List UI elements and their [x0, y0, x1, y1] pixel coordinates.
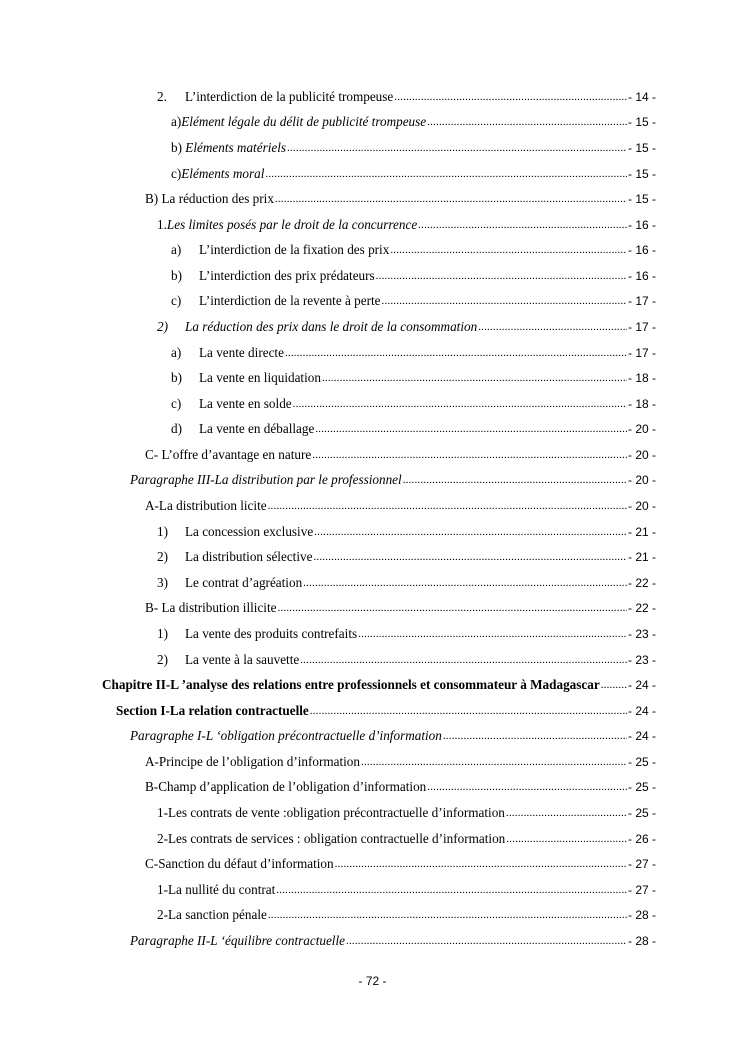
- toc-entry-title: [157, 319, 477, 335]
- dot-leader: [303, 577, 627, 589]
- toc-entry-title: [157, 89, 393, 105]
- toc-entry-page: - 18 -: [627, 396, 656, 411]
- toc-entry-title: [157, 882, 275, 898]
- toc-entry-text: B) La réduction des prix: [145, 191, 274, 207]
- toc-entry-page: - 27 -: [627, 882, 656, 897]
- toc-entry-title: [130, 472, 402, 488]
- toc-entry-title: [171, 242, 389, 258]
- toc-entry[interactable]: [0, 391, 745, 417]
- toc-entry-title: [145, 754, 360, 770]
- toc-entry[interactable]: [0, 775, 745, 801]
- toc-entry-text: La vente en déballage: [199, 421, 315, 437]
- toc-entry[interactable]: [0, 519, 745, 545]
- toc-entry[interactable]: [0, 647, 745, 673]
- toc-entry-text: Eléments matériels: [185, 139, 287, 155]
- toc-entry-page: - 23 -: [627, 626, 656, 641]
- toc-entry-page: - 14 -: [627, 89, 656, 104]
- dot-leader: [315, 423, 627, 435]
- toc-entry-number: 1): [157, 523, 168, 539]
- toc-entry-title: [171, 268, 375, 284]
- toc-entry-text: Section I-La relation contractuelle: [116, 702, 309, 718]
- toc-entry-title: [145, 191, 274, 207]
- toc-entry-page: - 20 -: [627, 447, 656, 462]
- toc-entry[interactable]: [0, 161, 745, 187]
- toc-entry-title: [157, 626, 357, 642]
- toc-entry-page: - 24 -: [627, 729, 656, 744]
- toc-entry-text: Paragraphe I-L ‘obligation précontractuelle d’information: [130, 728, 442, 744]
- dot-leader: [506, 807, 627, 819]
- toc-entry-page: - 21 -: [627, 524, 656, 539]
- toc-entry-text: B-Champ d’application de l’obligation d’information: [145, 779, 427, 795]
- toc-entry-prefix: b): [171, 139, 186, 155]
- dot-leader: [265, 168, 627, 180]
- dot-leader: [427, 781, 627, 793]
- toc-entry-number: 3): [157, 574, 168, 590]
- toc-entry-text: La vente en liquidation: [199, 370, 321, 386]
- toc-entry-title: [157, 907, 267, 923]
- dot-leader: [275, 193, 627, 205]
- toc-entry-title: [171, 166, 264, 182]
- toc-entry-prefix: c): [171, 165, 182, 181]
- toc-entry[interactable]: [0, 186, 745, 212]
- toc-entry[interactable]: [0, 135, 745, 161]
- dot-leader: [601, 679, 627, 691]
- toc-entry[interactable]: [0, 84, 745, 110]
- toc-entry[interactable]: [0, 903, 745, 929]
- dot-leader: [403, 474, 627, 486]
- toc-entry[interactable]: [0, 340, 745, 366]
- toc-entry-number: a): [171, 344, 182, 360]
- toc-entry[interactable]: [0, 800, 745, 826]
- toc-entry[interactable]: [0, 365, 745, 391]
- toc-entry-number: 2.: [157, 88, 167, 104]
- dot-leader: [268, 500, 627, 512]
- toc-entry[interactable]: [0, 544, 745, 570]
- toc-entry-title: [145, 856, 334, 872]
- dot-leader: [310, 705, 627, 717]
- dot-leader: [506, 833, 627, 845]
- dot-leader: [376, 270, 627, 282]
- dot-leader: [443, 730, 627, 742]
- toc-entry-page: - 25 -: [627, 780, 656, 795]
- toc-entry[interactable]: [0, 698, 745, 724]
- toc-entry-title: [171, 140, 286, 156]
- toc-entry-title: [157, 805, 505, 821]
- toc-entry-text: A-Principe de l’obligation d’information: [145, 753, 360, 769]
- toc-entry-page: - 26 -: [627, 831, 656, 846]
- toc-entry-text: Les limites posés par le droit de la concurrence: [166, 216, 418, 232]
- dot-leader: [382, 295, 627, 307]
- toc-entry-text: 1-Les contrats de vente :obligation précontractuelle d’information: [157, 804, 505, 820]
- toc-entry-page: - 27 -: [627, 857, 656, 872]
- toc-entry-page: - 15 -: [627, 115, 656, 130]
- toc-entry-text: L’interdiction de la fixation des prix: [199, 242, 390, 258]
- toc-entry-page: - 23 -: [627, 652, 656, 667]
- toc-entry-page: - 28 -: [627, 908, 656, 923]
- table-of-contents: [0, 84, 745, 954]
- toc-entry-title: [145, 447, 311, 463]
- toc-entry-page: - 24 -: [627, 678, 656, 693]
- toc-entry-page: - 22 -: [627, 601, 656, 616]
- toc-entry-text: L’interdiction de la publicité trompeuse: [185, 88, 394, 104]
- toc-entry-title: [130, 728, 442, 744]
- toc-entry-number: c): [171, 293, 182, 309]
- toc-entry-text: Le contrat d’agréation: [185, 574, 303, 590]
- toc-entry-page: - 15 -: [627, 166, 656, 181]
- toc-entry[interactable]: [0, 749, 745, 775]
- toc-entry-page: - 25 -: [627, 754, 656, 769]
- toc-entry-number: 1): [157, 625, 168, 641]
- toc-entry[interactable]: [0, 314, 745, 340]
- toc-entry-title: [157, 524, 313, 540]
- toc-entry-text: La concession exclusive: [185, 523, 314, 539]
- toc-entry-number: b): [171, 370, 182, 386]
- dot-leader: [312, 449, 627, 461]
- dot-leader: [293, 398, 627, 410]
- toc-entry-title: [157, 831, 505, 847]
- toc-entry-number: 2): [157, 549, 168, 565]
- toc-entry-page: - 20 -: [627, 499, 656, 514]
- toc-entry[interactable]: [0, 621, 745, 647]
- toc-entry-text: La distribution sélective: [185, 549, 313, 565]
- toc-entry[interactable]: [0, 672, 745, 698]
- toc-entry-number: 2): [157, 318, 168, 334]
- dot-leader: [300, 654, 627, 666]
- toc-entry-page: - 15 -: [627, 140, 656, 155]
- toc-entry-page: - 20 -: [627, 422, 656, 437]
- dot-leader: [427, 116, 627, 128]
- toc-entry[interactable]: [0, 851, 745, 877]
- dot-leader: [276, 884, 627, 896]
- toc-entry-text: Paragraphe III-La distribution par le professionnel: [130, 472, 402, 488]
- toc-entry-title: [145, 779, 426, 795]
- toc-entry-text: A-La distribution licite: [145, 498, 267, 514]
- toc-entry-text: Elément légale du délit de publicité trompeuse: [181, 114, 427, 130]
- toc-entry[interactable]: [0, 110, 745, 136]
- toc-entry-title: [171, 345, 284, 361]
- toc-entry-page: - 18 -: [627, 371, 656, 386]
- toc-entry-text: La vente des produits contrefaits: [185, 625, 358, 641]
- dot-leader: [478, 321, 627, 333]
- toc-entry[interactable]: [0, 493, 745, 519]
- toc-entry-title: [157, 217, 417, 233]
- dot-leader: [322, 372, 627, 384]
- toc-entry-title: [145, 498, 267, 514]
- toc-entry[interactable]: [0, 877, 745, 903]
- toc-entry[interactable]: [0, 723, 745, 749]
- toc-entry-number: b): [171, 267, 182, 283]
- toc-entry[interactable]: [0, 289, 745, 315]
- toc-entry-prefix: a): [171, 114, 182, 130]
- dot-leader: [285, 347, 627, 359]
- dot-leader: [346, 935, 627, 947]
- toc-entry-text: L’interdiction de la revente à perte: [199, 293, 381, 309]
- toc-entry-page: - 24 -: [627, 703, 656, 718]
- toc-entry[interactable]: [0, 826, 745, 852]
- dot-leader: [313, 551, 627, 563]
- toc-entry[interactable]: [0, 263, 745, 289]
- toc-entry-title: [157, 575, 302, 591]
- toc-entry-title: [145, 600, 277, 616]
- toc-entry[interactable]: [0, 570, 745, 596]
- toc-entry-text: Chapitre II-L ’analyse des relations entre professionnels et consommateur à Madagascar: [102, 677, 600, 693]
- toc-entry-number: d): [171, 421, 182, 437]
- toc-entry-number: 2): [157, 651, 168, 667]
- toc-entry-page: - 17 -: [627, 319, 656, 334]
- dot-leader: [390, 244, 627, 256]
- toc-entry-title: [171, 370, 321, 386]
- toc-entry-title: [116, 703, 309, 719]
- toc-entry-text: 2-La sanction pénale: [157, 907, 267, 923]
- toc-entry-text: L’interdiction des prix prédateurs: [199, 267, 375, 283]
- toc-entry-page: - 17 -: [627, 345, 656, 360]
- toc-entry-number: a): [171, 242, 182, 258]
- toc-entry-title: [102, 677, 600, 693]
- toc-entry-text: Eléments moral: [181, 165, 265, 181]
- dot-leader: [418, 219, 627, 231]
- toc-entry-title: [130, 933, 345, 949]
- toc-entry-page: - 25 -: [627, 805, 656, 820]
- toc-entry-page: - 16 -: [627, 243, 656, 258]
- page-number: - 72 -: [358, 974, 387, 988]
- dot-leader: [335, 858, 627, 870]
- toc-entry-page: - 20 -: [627, 473, 656, 488]
- toc-entry[interactable]: [0, 928, 745, 954]
- toc-entry-title: [171, 114, 426, 130]
- toc-entry-text: 2-Les contrats de services : obligation contractuelle d’information: [157, 830, 506, 846]
- toc-entry-text: C-Sanction du défaut d’information: [145, 856, 334, 872]
- toc-entry-title: [157, 549, 312, 565]
- toc-entry-page: - 15 -: [627, 192, 656, 207]
- toc-entry-number: c): [171, 395, 182, 411]
- toc-entry-text: Paragraphe II-L ‘équilibre contractuelle: [130, 932, 345, 948]
- toc-entry-page: - 21 -: [627, 550, 656, 565]
- toc-entry[interactable]: [0, 237, 745, 263]
- dot-leader: [358, 628, 627, 640]
- toc-entry-page: - 17 -: [627, 294, 656, 309]
- toc-entry-text: La vente à la sauvette: [185, 651, 300, 667]
- toc-entry-title: [157, 652, 299, 668]
- toc-entry-text: C- L’offre d’avantage en nature: [145, 446, 312, 462]
- toc-entry-title: [171, 293, 381, 309]
- toc-entry[interactable]: [0, 212, 745, 238]
- toc-entry-page: - 22 -: [627, 575, 656, 590]
- dot-leader: [314, 526, 627, 538]
- toc-entry-text: La vente en solde: [199, 395, 292, 411]
- dot-leader: [394, 91, 627, 103]
- toc-entry-page: - 16 -: [627, 217, 656, 232]
- toc-entry[interactable]: [0, 442, 745, 468]
- toc-entry-text: 1-La nullité du contrat: [157, 881, 276, 897]
- toc-entry-text: B- La distribution illicite: [145, 600, 277, 616]
- toc-entry-prefix: 1.: [157, 216, 167, 232]
- toc-entry-text: La réduction des prix dans le droit de la consommation: [185, 318, 478, 334]
- dot-leader: [278, 602, 627, 614]
- toc-entry-title: [171, 396, 292, 412]
- dot-leader: [268, 909, 627, 921]
- toc-entry[interactable]: [0, 596, 745, 622]
- toc-entry-page: - 28 -: [627, 933, 656, 948]
- toc-entry[interactable]: [0, 468, 745, 494]
- toc-entry-page: - 16 -: [627, 268, 656, 283]
- toc-entry-title: [171, 421, 314, 437]
- toc-entry-text: La vente directe: [199, 344, 284, 360]
- toc-entry[interactable]: [0, 417, 745, 443]
- dot-leader: [361, 756, 627, 768]
- dot-leader: [287, 142, 627, 154]
